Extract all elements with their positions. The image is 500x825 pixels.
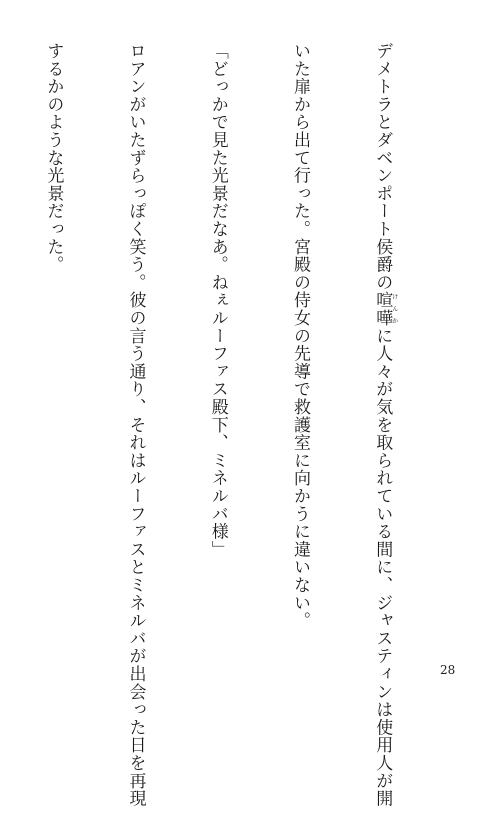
ruby-annotation: 喧嘩けんか: [372, 291, 398, 327]
text-line: ロアンがいたずらっぽく笑う。彼の言う通り、それはルーファスとミネルバが出会った日を再現: [125, 42, 146, 808]
text-line: いた扉から出て行った。宮殿の侍女の先導で救護室に向かうに違いない。: [289, 42, 310, 630]
page-number: 28: [440, 663, 456, 677]
text-line: デメトラとダベンポート侯爵の喧嘩けんかに人々が気を取られている間に、ジャスティンは使用人が開: [372, 42, 398, 808]
text-line: 「どっかで見た光景だなあ。ねぇルーファス殿下、ミネルバ様」: [207, 42, 228, 559]
text-line: するかのような光景だった。: [43, 42, 64, 274]
